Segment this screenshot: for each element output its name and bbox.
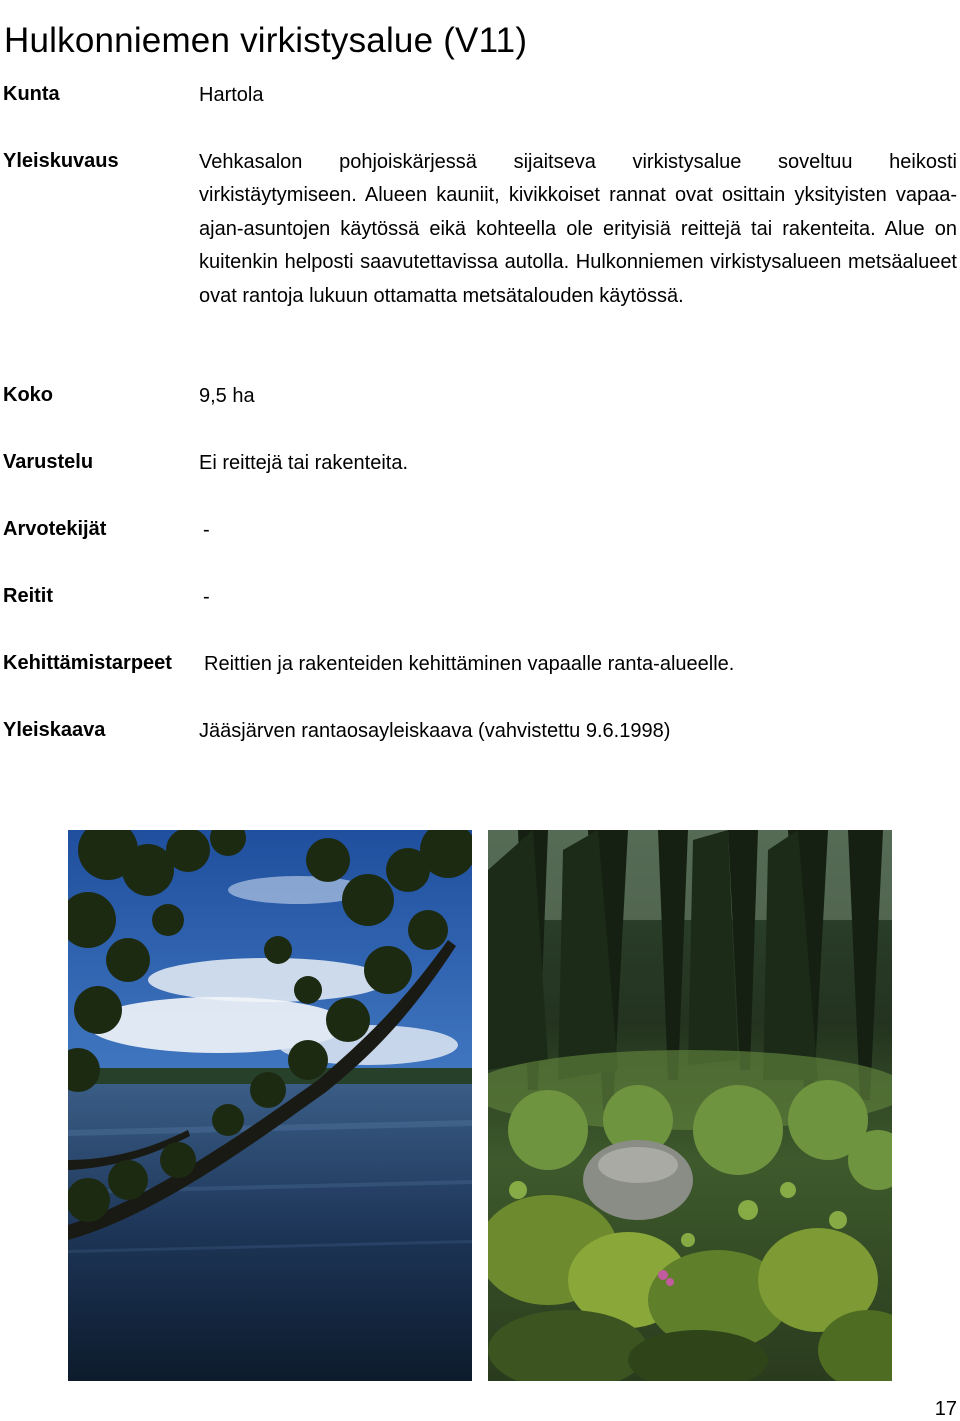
field-value: - xyxy=(203,586,210,608)
field-label: Varustelu xyxy=(3,451,94,473)
forest-rocks-photo xyxy=(488,830,892,1381)
field-label: Kehittämistarpeet xyxy=(3,652,172,674)
field-value: Reittien ja rakenteiden kehittäminen vapaalle ranta-alueelle. xyxy=(204,653,735,675)
field-value: 9,5 ha xyxy=(199,385,255,407)
field-label: Yleiskuvaus xyxy=(3,150,119,172)
field-value: Ei reittejä tai rakenteita. xyxy=(199,452,408,474)
page-title: Hulkonniemen virkistysalue (V11) xyxy=(4,21,528,61)
field-label: Yleiskaava xyxy=(3,719,106,741)
field-label: Koko xyxy=(3,384,53,406)
lake-shore-tree-photo xyxy=(68,830,472,1381)
field-value: Jääsjärven rantaosayleiskaava (vahvistettu 9.6.1998) xyxy=(199,720,671,742)
field-label: Reitit xyxy=(3,585,53,607)
field-label: Arvotekijät xyxy=(3,518,107,540)
field-value: - xyxy=(203,519,210,541)
description-text: Vehkasalon pohjoiskärjessä sijaitseva virkistysalue soveltuu heikosti virkistäytymiseen. Alueen kauniit, kivikkoiset rannat ovat osittain yksityisten vapaa-ajan-asuntojen käytössä eikä kohteella ole erityisiä reittejä tai rakenteita. Alue on kuitenkin helposti saavutettavissa autolla. Hulkonniemen virkistysalueen metsäalueet ovat rantoja lukuun ottamatta metsätalouden käytössä. xyxy=(199,151,957,307)
field-label: Kunta xyxy=(3,83,60,105)
page-number: 17 xyxy=(934,1398,957,1420)
field-value: Hartola xyxy=(199,84,264,106)
